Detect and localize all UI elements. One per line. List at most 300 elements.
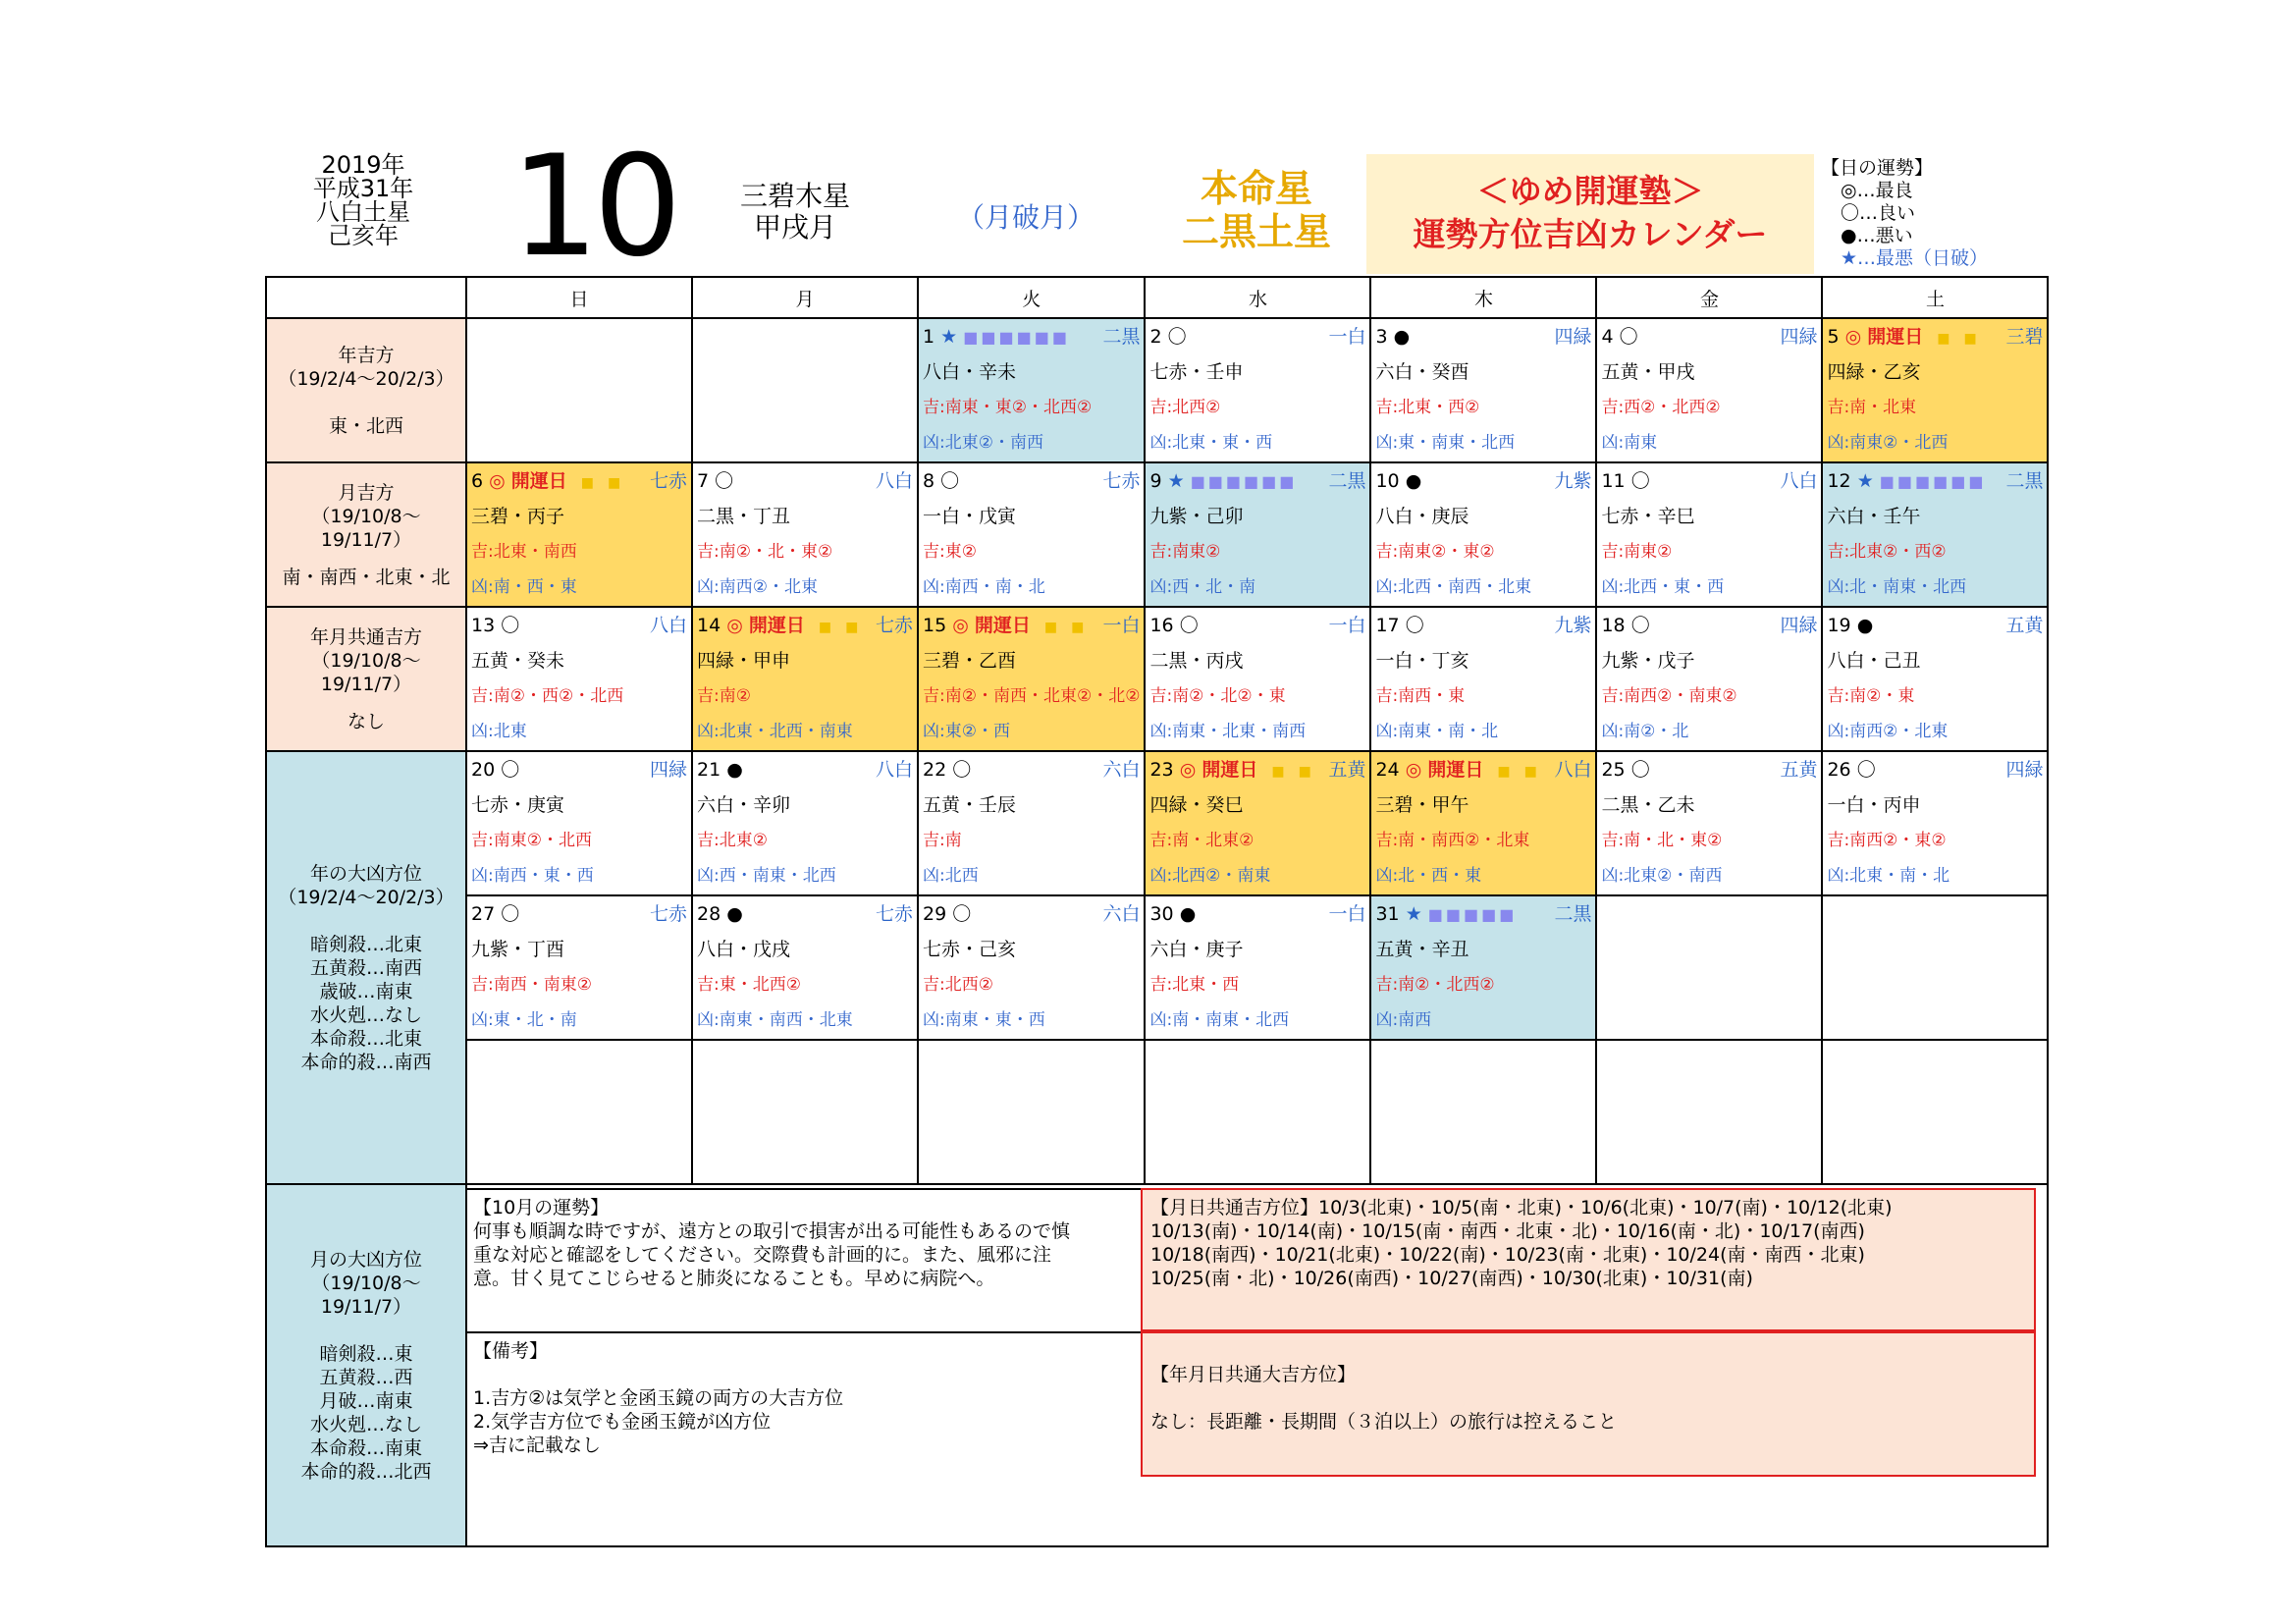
nine-star-label: 八白 xyxy=(1780,470,1818,492)
day-box xyxy=(919,896,1144,1039)
nine-star-label: 三碧 xyxy=(2005,326,2044,348)
day-cell[interactable] xyxy=(918,462,1145,607)
nine-star-label: 七赤 xyxy=(875,615,913,636)
week-row xyxy=(266,895,2048,1040)
side-title: 年の大凶方位 xyxy=(309,862,422,885)
nine-star-label: 四緑 xyxy=(649,759,687,781)
weekday-header: 水 xyxy=(1145,277,1370,318)
fortune-mark-icon: ◎ xyxy=(726,615,743,636)
day-box xyxy=(467,608,691,750)
day-cell[interactable] xyxy=(1596,1040,1822,1184)
day-number-group xyxy=(471,752,519,787)
unlucky-directions: 凶:南東・北東・南西 xyxy=(1149,722,1307,741)
gold-squares-icon: ■ ■ xyxy=(1030,620,1085,635)
fortune-mark-icon: 〇 xyxy=(501,759,520,781)
day-cell[interactable] xyxy=(1145,1040,1370,1184)
day-kanshi: 五黄・癸未 xyxy=(471,650,565,672)
nine-star-label: 五黄 xyxy=(2005,615,2044,636)
day-number-group xyxy=(471,608,519,643)
lucky-directions: 吉:南・南西②・北東 xyxy=(1375,831,1530,850)
day-number: 15 xyxy=(923,615,947,636)
nine-star-label: 四緑 xyxy=(2005,759,2044,781)
day-cell[interactable] xyxy=(918,895,1145,1040)
year-line: 2019年 xyxy=(321,151,405,179)
day-cell[interactable] xyxy=(692,462,918,607)
tsuki-daikyo-cell xyxy=(266,1184,466,1546)
legend-title: 【日の運勢】 xyxy=(1821,157,1934,179)
year-line: 八白土星 xyxy=(316,198,410,226)
unlucky-directions: 凶:南東②・北西 xyxy=(1827,433,1949,453)
day-kanshi: 六白・庚子 xyxy=(1149,939,1244,960)
day-kanshi: 三碧・甲午 xyxy=(1375,794,1469,816)
legend-item: ◎…最良 xyxy=(1841,180,1913,201)
title-line2: 運勢方位吉凶カレンダー xyxy=(1413,215,1768,253)
nine-star-label: 五黄 xyxy=(1780,759,1818,781)
day-cell[interactable] xyxy=(1370,462,1596,607)
monthly-fortune-note xyxy=(465,1188,1141,1331)
day-header xyxy=(467,752,691,787)
weekday-header: 土 xyxy=(1822,277,2048,318)
day-number: 27 xyxy=(471,903,496,925)
day-header xyxy=(693,896,917,932)
lucky-directions: 吉:南西・南東② xyxy=(471,975,592,995)
kaiun-label: 開運日 xyxy=(1427,759,1484,781)
lucky-directions: 吉:南②・西②・北西 xyxy=(471,686,624,706)
side-item: 五黄殺…西 xyxy=(319,1366,413,1388)
month-kanshi: 甲戌月 xyxy=(753,211,836,244)
day-box xyxy=(1371,319,1595,461)
day-cell[interactable] xyxy=(692,895,918,1040)
day-kanshi: 八白・辛未 xyxy=(923,361,1017,383)
day-number: 7 xyxy=(697,470,710,492)
day-kanshi: 六白・辛卯 xyxy=(697,794,791,816)
day-header xyxy=(1146,608,1369,643)
day-box xyxy=(919,1041,1144,1183)
fortune-mark-icon: ● xyxy=(1393,326,1411,348)
unlucky-directions: 凶:北・南東・北西 xyxy=(1827,577,1967,597)
day-kanshi: 九紫・丁酉 xyxy=(471,939,565,960)
legend-item: ●…悪い xyxy=(1841,225,1913,246)
day-header xyxy=(919,752,1144,787)
side-range: （19/10/8～ xyxy=(311,649,421,672)
great-lucky-directions-note xyxy=(1141,1331,2036,1477)
legend-item: ★…最悪（日破） xyxy=(1841,247,1989,269)
lucky-directions: 吉:北東・西② xyxy=(1375,398,1480,417)
nine-star-label: 八白 xyxy=(649,615,687,636)
nine-star-label: 六白 xyxy=(1102,759,1141,781)
day-number: 25 xyxy=(1601,759,1626,781)
day-header xyxy=(1597,319,1821,354)
fortune-mark-icon: ◎ xyxy=(489,470,506,492)
day-number-group xyxy=(697,896,743,932)
nen-kippo-cell xyxy=(266,318,466,462)
day-box xyxy=(1146,319,1369,461)
nine-star-label: 四緑 xyxy=(1780,326,1818,348)
nine-star-label: 七赤 xyxy=(875,903,913,925)
fortune-mark-icon: ● xyxy=(1179,903,1197,925)
day-number-group xyxy=(471,463,620,499)
day-box xyxy=(919,752,1144,894)
day-kanshi: 三碧・乙酉 xyxy=(923,650,1017,672)
day-kanshi: 八白・戊戌 xyxy=(697,939,791,960)
day-cell[interactable] xyxy=(692,1040,918,1184)
blue-squares-icon: ■■■■■■ xyxy=(1190,472,1298,491)
fortune-mark-icon: 〇 xyxy=(1630,470,1650,492)
day-number-group xyxy=(1375,896,1517,932)
day-header xyxy=(919,463,1144,499)
note-line: 10/18(南西)・10/21(北東)・10/22(南)・10/23(南・北東)・10/24(南・南西・北東) xyxy=(1150,1244,1865,1266)
legend-item: 〇…良い xyxy=(1841,202,1916,224)
note-title: 【年月日共通大吉方位】 xyxy=(1150,1364,1357,1385)
fortune-mark-icon: ● xyxy=(726,903,743,925)
side-dirs: なし xyxy=(347,710,385,732)
day-cell[interactable] xyxy=(1145,751,1370,895)
day-cell[interactable] xyxy=(1596,318,1822,462)
legend xyxy=(1821,157,2017,270)
day-cell[interactable] xyxy=(466,318,692,462)
day-header xyxy=(1371,896,1595,932)
nine-star-label: 九紫 xyxy=(1554,615,1592,636)
side-range: 19/11/7） xyxy=(320,528,412,551)
unlucky-directions: 凶:南東・南・北 xyxy=(1375,722,1499,741)
day-kanshi: 八白・己丑 xyxy=(1827,650,1921,672)
side-dirs: 東・北西 xyxy=(328,414,403,437)
day-header xyxy=(693,752,917,787)
day-number: 18 xyxy=(1601,615,1626,636)
note-title: 【備考】 xyxy=(473,1340,549,1362)
day-cell[interactable] xyxy=(1145,607,1370,751)
kaiun-label: 開運日 xyxy=(510,470,567,492)
day-kanshi: 四緑・乙亥 xyxy=(1827,361,1921,383)
day-cell[interactable] xyxy=(466,751,692,895)
day-box xyxy=(467,896,691,1039)
unlucky-directions: 凶:北東②・南西 xyxy=(1601,866,1723,886)
day-box xyxy=(919,463,1144,606)
side-item: 歳破…南東 xyxy=(319,980,413,1002)
day-cell[interactable] xyxy=(1822,895,2048,1040)
day-cell[interactable] xyxy=(466,895,692,1040)
day-cell[interactable] xyxy=(1822,1040,2048,1184)
day-number-group xyxy=(1827,319,1976,354)
corner-cell xyxy=(266,277,466,318)
fortune-mark-icon: ★ xyxy=(1856,470,1874,492)
day-box xyxy=(1823,896,2047,1039)
fortune-mark-icon: 〇 xyxy=(501,903,520,925)
day-number-group xyxy=(923,608,1084,643)
day-box xyxy=(1371,752,1595,894)
nine-star-label: 四緑 xyxy=(1554,326,1592,348)
side-range: （19/2/4～20/2/3） xyxy=(278,367,454,390)
day-number: 10 xyxy=(1375,470,1400,492)
day-number: 20 xyxy=(471,759,496,781)
day-kanshi: 二黒・乙未 xyxy=(1601,794,1695,816)
day-box xyxy=(1371,608,1595,750)
fortune-mark-icon: 〇 xyxy=(501,615,520,636)
unlucky-directions: 凶:東②・西 xyxy=(923,722,1010,741)
nine-star-label: 一白 xyxy=(1328,615,1366,636)
day-box xyxy=(919,319,1144,461)
unlucky-directions: 凶:南西②・北東 xyxy=(1827,722,1949,741)
side-title: 年月共通吉方 xyxy=(309,625,422,648)
day-cell[interactable] xyxy=(1822,318,2048,462)
day-header xyxy=(919,608,1144,643)
day-kanshi: 七赤・壬申 xyxy=(1149,361,1244,383)
day-cell[interactable] xyxy=(1822,751,2048,895)
day-cell[interactable] xyxy=(918,607,1145,751)
side-range: （19/10/8～ xyxy=(311,505,421,527)
day-header xyxy=(1823,463,2047,499)
lucky-directions: 吉:南東・東②・北西② xyxy=(923,398,1093,417)
unlucky-directions: 凶:北東・北西・南東 xyxy=(697,722,853,741)
day-cell[interactable] xyxy=(1596,607,1822,751)
gold-squares-icon: ■ ■ xyxy=(1483,764,1537,780)
day-cell[interactable] xyxy=(1145,462,1370,607)
fortune-mark-icon: ● xyxy=(1405,470,1422,492)
day-cell[interactable] xyxy=(1145,318,1370,462)
day-number: 6 xyxy=(471,470,484,492)
unlucky-directions: 凶:南②・北 xyxy=(1601,722,1689,741)
side-item: 本命的殺…北西 xyxy=(300,1460,432,1483)
gold-squares-icon: ■ ■ xyxy=(804,620,859,635)
day-kanshi: 九紫・戊子 xyxy=(1601,650,1695,672)
lucky-directions: 吉:南東② xyxy=(1149,542,1221,562)
day-cell[interactable] xyxy=(918,318,1145,462)
nine-star-label: 七赤 xyxy=(1102,470,1141,492)
day-number-group xyxy=(923,752,971,787)
lucky-directions: 吉:南②・北・東② xyxy=(697,542,833,562)
lucky-directions: 吉:南・北・東② xyxy=(1601,831,1723,850)
unlucky-directions: 凶:北・西・東 xyxy=(1375,866,1482,886)
day-cell[interactable] xyxy=(692,607,918,751)
day-box xyxy=(1597,752,1821,894)
day-kanshi: 四緑・癸巳 xyxy=(1149,794,1244,816)
day-box xyxy=(467,463,691,606)
day-number-group xyxy=(1149,752,1310,787)
day-number-group xyxy=(1601,752,1649,787)
fortune-mark-icon: 〇 xyxy=(1619,326,1638,348)
unlucky-directions: 凶:東・北・南 xyxy=(471,1010,577,1030)
day-header xyxy=(1823,319,2047,354)
nine-star-label: 七赤 xyxy=(649,903,687,925)
unlucky-directions: 凶:北西・東・西 xyxy=(1601,577,1725,597)
month-star-block xyxy=(726,181,864,244)
day-cell[interactable] xyxy=(1596,462,1822,607)
side-dirs: 南・南西・北東・北 xyxy=(282,566,451,588)
lucky-directions: 吉:南②・南西・北東②・北② xyxy=(923,686,1141,706)
fortune-mark-icon: 〇 xyxy=(1167,326,1187,348)
side-item: 月破…南東 xyxy=(319,1389,413,1412)
unlucky-directions: 凶:南東・南西・北東 xyxy=(697,1010,853,1030)
nine-star-label: 二黒 xyxy=(1328,470,1366,492)
nine-star-label: 二黒 xyxy=(1102,326,1141,348)
kaiun-label: 開運日 xyxy=(1867,326,1924,348)
day-header xyxy=(467,463,691,499)
day-kanshi: 二黒・丁丑 xyxy=(697,506,791,527)
side-item: 五黄殺…南西 xyxy=(309,956,422,979)
day-number-group xyxy=(1149,896,1196,932)
day-cell[interactable] xyxy=(466,462,692,607)
day-kanshi: 七赤・己亥 xyxy=(923,939,1017,960)
nine-star-label: 八白 xyxy=(1554,759,1592,781)
day-box xyxy=(919,608,1144,750)
unlucky-directions: 凶:北東②・南西 xyxy=(923,433,1043,453)
side-range: 19/11/7） xyxy=(320,673,412,695)
day-box xyxy=(693,463,917,606)
unlucky-directions: 凶:南・西・東 xyxy=(471,577,577,597)
lucky-directions: 吉:南・北東 xyxy=(1827,398,1917,417)
day-kanshi: 五黄・辛丑 xyxy=(1375,939,1469,960)
day-cell[interactable] xyxy=(1822,607,2048,751)
day-number-group xyxy=(1827,463,1986,499)
day-number-group xyxy=(1375,319,1410,354)
note-line: 重な対応と確認をしてください。交際費も計画的に。また、風邪に注 xyxy=(473,1244,1052,1266)
day-kanshi: 八白・庚辰 xyxy=(1375,506,1469,527)
day-cell[interactable] xyxy=(1145,895,1370,1040)
lucky-directions: 吉:南②・東 xyxy=(1827,686,1915,706)
fortune-mark-icon: ◎ xyxy=(1179,759,1197,781)
day-cell[interactable] xyxy=(1370,607,1596,751)
day-cell[interactable] xyxy=(1370,1040,1596,1184)
day-number: 5 xyxy=(1827,326,1840,348)
day-cell[interactable] xyxy=(1822,462,2048,607)
unlucky-directions: 凶:北東 xyxy=(471,722,527,741)
side-range: 19/11/7） xyxy=(320,1295,412,1318)
fortune-mark-icon: 〇 xyxy=(1630,759,1650,781)
month-number: 10 xyxy=(510,126,676,288)
unlucky-directions: 凶:南東・東・西 xyxy=(923,1010,1045,1030)
day-box xyxy=(1597,319,1821,461)
day-number: 26 xyxy=(1827,759,1851,781)
day-kanshi: 七赤・辛巳 xyxy=(1601,506,1695,527)
kyotsu-kippo-cell xyxy=(266,607,466,751)
fortune-mark-icon: ★ xyxy=(1167,470,1185,492)
tsuki-kippo-cell xyxy=(266,462,466,607)
fortune-mark-icon: 〇 xyxy=(952,759,972,781)
day-box xyxy=(1823,319,2047,461)
day-cell[interactable] xyxy=(918,751,1145,895)
day-header xyxy=(1597,463,1821,499)
lucky-directions: 吉:南東②・東② xyxy=(1375,542,1495,562)
common-lucky-directions-note xyxy=(1141,1188,2036,1331)
day-cell[interactable] xyxy=(466,607,692,751)
day-number-group xyxy=(471,896,519,932)
day-cell[interactable] xyxy=(466,1040,692,1184)
day-number: 1 xyxy=(923,326,935,348)
day-number: 19 xyxy=(1827,615,1851,636)
day-cell[interactable] xyxy=(692,751,918,895)
day-cell[interactable] xyxy=(692,318,918,462)
gold-squares-icon: ■ ■ xyxy=(566,475,621,491)
day-box xyxy=(693,1041,917,1183)
fortune-mark-icon: 〇 xyxy=(952,903,972,925)
day-header xyxy=(1146,752,1369,787)
side-title: 年吉方 xyxy=(338,344,395,366)
day-cell[interactable] xyxy=(1370,751,1596,895)
side-item: 暗剣殺…北東 xyxy=(309,933,422,955)
getsuha-label: （月破月） xyxy=(957,201,1095,234)
note-line: ⇒吉に記載なし xyxy=(473,1435,601,1456)
side-title: 月の大凶方位 xyxy=(309,1248,422,1271)
nine-star-label: 二黒 xyxy=(1554,903,1592,925)
day-box xyxy=(1597,896,1821,1039)
unlucky-directions: 凶:北西②・南東 xyxy=(1149,866,1271,886)
title-box xyxy=(1366,154,1814,274)
day-kanshi: 四緑・甲申 xyxy=(697,650,791,672)
day-box xyxy=(1597,463,1821,606)
day-kanshi: 六白・壬午 xyxy=(1827,506,1921,527)
weekday-header: 日 xyxy=(466,277,692,318)
note-line: 1.吉方②は気学と金函玉鏡の両方の大吉方位 xyxy=(473,1387,844,1409)
day-number-group xyxy=(697,752,743,787)
day-header xyxy=(693,608,917,643)
note-line: 何事も順調な時ですが、遠方との取引で損害が出る可能性もあるので慎 xyxy=(473,1220,1071,1242)
lucky-directions: 吉:南東② xyxy=(1601,542,1673,562)
day-number-group xyxy=(923,896,971,932)
unlucky-directions: 凶:北東・南・北 xyxy=(1827,866,1950,886)
note-line: 10/25(南・北)・10/26(南西)・10/27(南西)・10/30(北東)・10/31(南) xyxy=(1150,1268,1753,1289)
gold-squares-icon: ■ ■ xyxy=(1257,764,1311,780)
fortune-mark-icon: 〇 xyxy=(1630,615,1650,636)
day-header xyxy=(1597,608,1821,643)
weekday-header: 木 xyxy=(1370,277,1596,318)
unlucky-directions: 凶:東・南東・北西 xyxy=(1375,433,1516,453)
day-kanshi: 七赤・庚寅 xyxy=(471,794,565,816)
day-kanshi: 三碧・丙子 xyxy=(471,506,565,527)
unlucky-directions: 凶:南・南東・北西 xyxy=(1149,1010,1290,1030)
day-number-group xyxy=(697,463,733,499)
fortune-mark-icon: 〇 xyxy=(1179,615,1199,636)
title-line1: ＜ゆめ開運塾＞ xyxy=(1476,172,1704,210)
year-line: 平成31年 xyxy=(312,175,414,202)
day-number-group xyxy=(1601,608,1649,643)
unlucky-directions: 凶:南西 xyxy=(1375,1010,1432,1030)
day-cell[interactable] xyxy=(1370,318,1596,462)
day-kanshi: 五黄・壬辰 xyxy=(923,794,1017,816)
note-line: 【月日共通吉方位】10/3(北東)・10/5(南・北東)・10/6(北東)・10/7(南)・10/12(北東) xyxy=(1150,1197,1893,1218)
day-cell[interactable] xyxy=(1370,895,1596,1040)
day-number-group xyxy=(1601,319,1637,354)
day-header xyxy=(919,319,1144,354)
day-number-group xyxy=(1149,608,1198,643)
lucky-directions: 吉:北東②・西② xyxy=(1827,542,1947,562)
lucky-directions: 吉:北東・西 xyxy=(1149,975,1240,995)
unlucky-directions: 凶:南東 xyxy=(1601,433,1658,453)
day-header xyxy=(1371,752,1595,787)
day-kanshi: 一白・戊寅 xyxy=(923,506,1017,527)
day-number-group xyxy=(1827,608,1873,643)
nine-star-label: 一白 xyxy=(1102,615,1141,636)
day-cell[interactable] xyxy=(1596,751,1822,895)
lucky-directions: 吉:南西②・南東② xyxy=(1601,686,1737,706)
note-line: 2.気学吉方位でも金函玉鏡が凶方位 xyxy=(473,1411,772,1433)
day-box xyxy=(467,319,691,461)
day-cell[interactable] xyxy=(918,1040,1145,1184)
weekday-header-row xyxy=(266,277,2048,318)
day-box xyxy=(1823,1041,2047,1183)
fortune-mark-icon: ★ xyxy=(1405,903,1422,925)
side-item: 本命殺…北東 xyxy=(309,1027,422,1050)
day-number-group xyxy=(1375,752,1536,787)
remarks-note xyxy=(465,1331,1141,1477)
day-number-group xyxy=(697,608,858,643)
day-number: 11 xyxy=(1601,470,1626,492)
unlucky-directions: 凶:西・南東・北西 xyxy=(697,866,836,886)
side-title: 月吉方 xyxy=(338,481,395,504)
day-cell[interactable] xyxy=(1596,895,1822,1040)
kaiun-label: 開運日 xyxy=(1201,759,1258,781)
unlucky-directions: 凶:北東・東・西 xyxy=(1149,433,1273,453)
unlucky-directions: 凶:西・北・南 xyxy=(1149,577,1256,597)
